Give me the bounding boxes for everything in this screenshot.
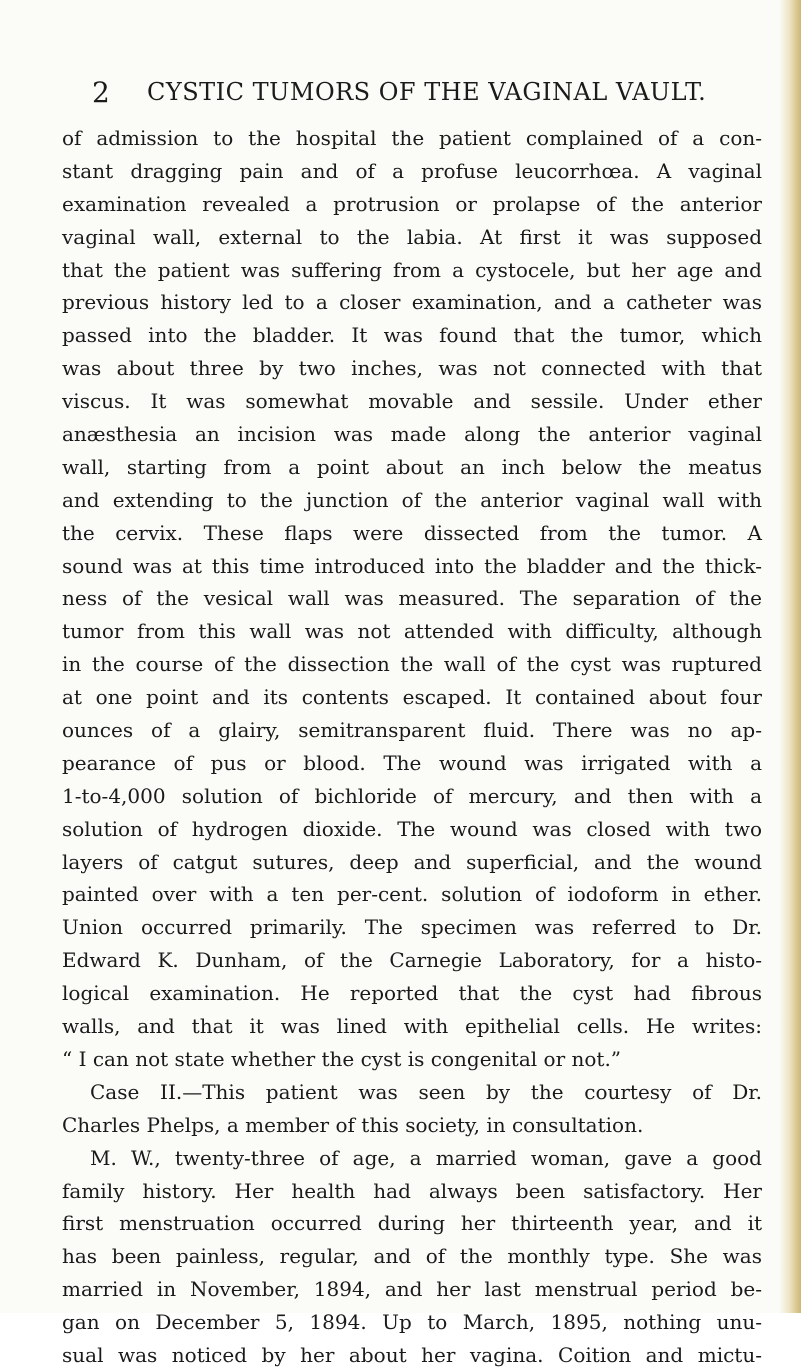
text-line: 1-to-4,000 solution of bichloride of mercury, and then with a bbox=[62, 783, 762, 808]
text-line: wall, starting from a point about an inch below the meatus bbox=[62, 454, 762, 479]
text-line: previous history led to a closer examination, and a catheter was bbox=[62, 290, 762, 315]
page-number: 2 bbox=[92, 76, 110, 109]
text-line: of admission to the hospital the patient complained of a con- bbox=[62, 126, 762, 150]
text-line: sound was at this time introduced into the bladder and the thick- bbox=[62, 553, 762, 578]
text-line: married in November, 1894, and her last menstrual period be- bbox=[62, 1277, 762, 1302]
text-line: Case II.—This patient was seen by the courtesy of Dr. bbox=[90, 1079, 762, 1104]
text-line: that the patient was suffering from a cystocele, but her age and bbox=[62, 257, 762, 282]
text-line: in the course of the dissection the wall of the cyst was ruptured bbox=[62, 652, 762, 677]
text-line: the cervix. These flaps were dissected from the tumor. A bbox=[62, 520, 762, 545]
text-line: solution of hydrogen dioxide. The wound was closed with two bbox=[62, 816, 762, 841]
text-line: has been painless, regular, and of the monthly type. She was bbox=[62, 1244, 762, 1269]
text-line: ness of the vesical wall was measured. The separation of the bbox=[62, 586, 762, 611]
text-line: anæsthesia an incision was made along the anterior vaginal bbox=[62, 422, 762, 447]
page-edge-shadow bbox=[779, 0, 801, 1313]
text-line: layers of catgut sutures, deep and superficial, and the wound bbox=[62, 849, 762, 874]
text-line: Union occurred primarily. The specimen was referred to Dr. bbox=[62, 915, 762, 940]
text-line: tumor from this wall was not attended with difficulty, although bbox=[62, 619, 762, 644]
text-line: “ I can not state whether the cyst is congenital or not.” bbox=[62, 1046, 622, 1071]
text-line: was about three by two inches, was not connected with that bbox=[62, 356, 762, 381]
text-line: Charles Phelps, a member of this society, in consultation. bbox=[62, 1112, 644, 1137]
text-line: painted over with a ten per-cent. solution of iodoform in ether. bbox=[62, 882, 762, 907]
text-line: viscus. It was somewhat movable and sessile. Under ether bbox=[62, 389, 762, 414]
text-line: walls, and that it was lined with epithelial cells. He writes: bbox=[62, 1014, 762, 1039]
text-line: family history. Her health had always been satisfactory. Her bbox=[62, 1178, 762, 1203]
text-line: Edward K. Dunham, of the Carnegie Laboratory, for a histo- bbox=[62, 948, 762, 973]
text-line: at one point and its contents escaped. It contained about four bbox=[62, 685, 762, 710]
text-line: and extending to the junction of the anterior vaginal wall with bbox=[62, 487, 762, 512]
text-line: pearance of pus or blood. The wound was irrigated with a bbox=[62, 750, 762, 775]
text-line: stant dragging pain and of a profuse leucorrhœa. A vaginal bbox=[62, 158, 762, 183]
text-line: M. W., twenty-three of age, a married woman, gave a good bbox=[90, 1145, 762, 1170]
body-text bbox=[62, 122, 762, 1372]
running-title: CYSTIC TUMORS OF THE VAGINAL VAULT. bbox=[147, 78, 707, 106]
text-line: examination revealed a protrusion or prolapse of the anterior bbox=[62, 191, 762, 216]
text-line: logical examination. He reported that the cyst had fibrous bbox=[62, 981, 762, 1006]
text-line: gan on December 5, 1894. Up to March, 1895, nothing unu- bbox=[62, 1310, 762, 1335]
text-line: passed into the bladder. It was found that the tumor, which bbox=[62, 323, 762, 348]
page-header bbox=[0, 72, 801, 112]
text-line: sual was noticed by her about her vagina. Coition and mictu- bbox=[62, 1342, 762, 1367]
text-line: vaginal wall, external to the labia. At first it was supposed bbox=[62, 224, 762, 249]
text-line: first menstruation occurred during her thirteenth year, and it bbox=[62, 1211, 762, 1236]
text-line: ounces of a glairy, semitransparent fluid. There was no ap- bbox=[62, 718, 762, 743]
